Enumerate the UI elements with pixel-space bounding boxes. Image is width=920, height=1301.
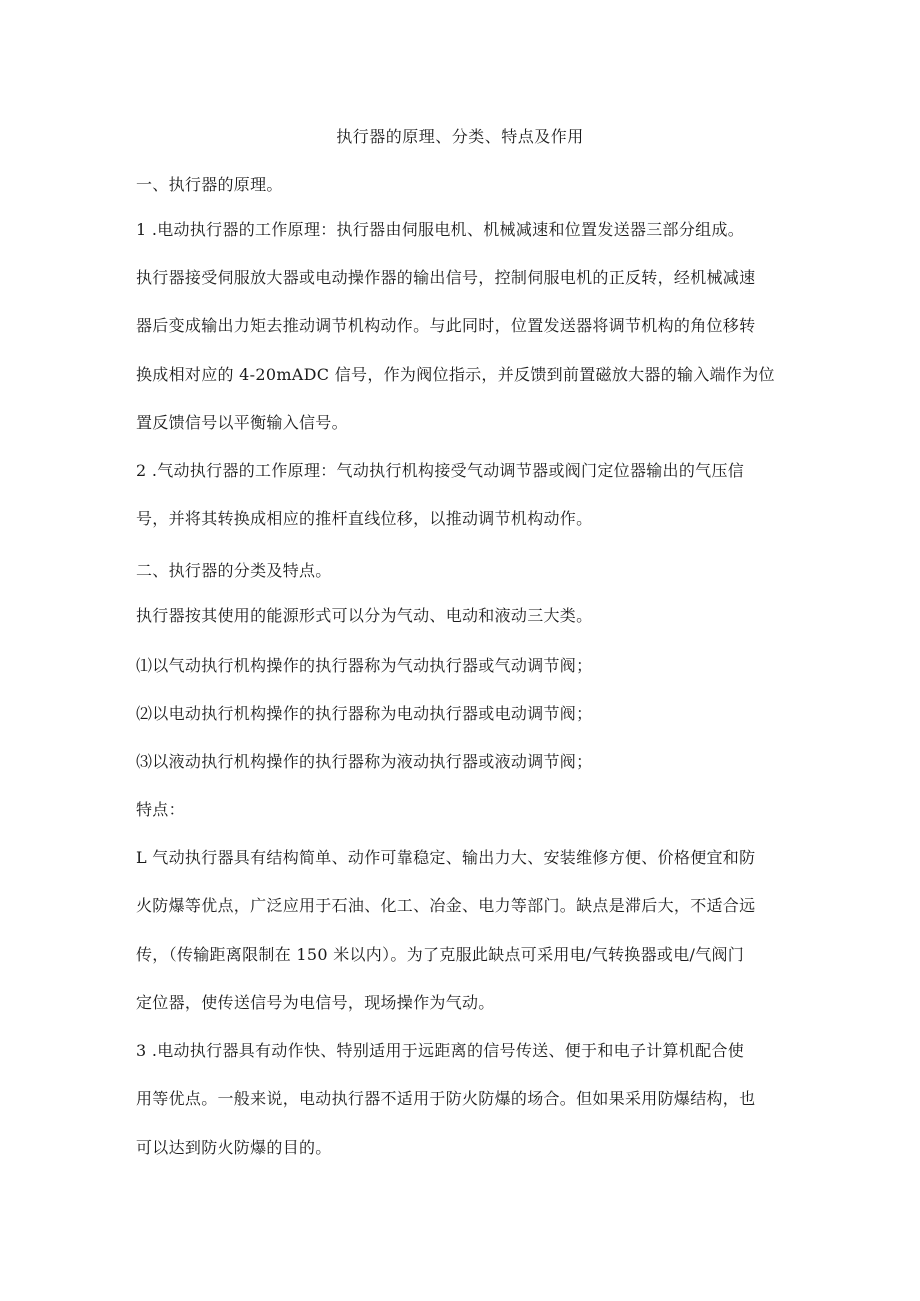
paragraph-line: L 气动执行器具有结构简单、动作可靠稳定、输出力大、安装维修方便、价格便宜和防 — [136, 848, 756, 867]
paragraph-line: 用等优点。一般来说，电动执行器不适用于防火防爆的场合。但如果采用防爆结构，也 — [136, 1089, 756, 1108]
paragraph-line: 换成相对应的 4-20mADC 信号，作为阀位指示，并反馈到前置磁放大器的输入端作为位 — [136, 365, 775, 384]
paragraph-line: 定位器，使传送信号为电信号，现场操作为气动。 — [136, 993, 495, 1012]
paragraph-line: 传，（传输距离限制在 150 米以内）。为了克服此缺点可采用电/气转换器或电/气阀门 — [136, 945, 745, 964]
section-heading-classification: 二、执行器的分类及特点。 — [136, 561, 332, 580]
paragraph-line: 置反馈信号以平衡输入信号。 — [136, 413, 348, 432]
features-heading: 特点： — [136, 800, 185, 819]
paragraph-line: 执行器接受伺服放大器或电动操作器的输出信号，控制伺服电机的正反转，经机械减速 — [136, 268, 756, 287]
paragraph-line: 执行器按其使用的能源形式可以分为气动、电动和液动三大类。 — [136, 606, 593, 625]
paragraph-line: 器后变成输出力矩去推动调节机构动作。与此同时，位置发送器将调节机构的角位移转 — [136, 316, 756, 335]
section-heading-principle: 一、执行器的原理。 — [136, 175, 283, 194]
paragraph-line: 3 .电动执行器具有动作快、特别适用于远距离的信号传送、便于和电子计算机配合使 — [136, 1041, 745, 1060]
document-title: 执行器的原理、分类、特点及作用 — [336, 127, 584, 146]
paragraph-line: 可以达到防火防爆的目的。 — [136, 1138, 332, 1157]
paragraph-line: 1 .电动执行器的工作原理：执行器由伺服电机、机械减速和位置发送器三部分组成。 — [136, 220, 745, 239]
paragraph-line: 火防爆等优点，广泛应用于石油、化工、冶金、电力等部门。缺点是滞后大，不适合远 — [136, 896, 756, 915]
list-item: ⑶以液动执行机构操作的执行器称为液动执行器或液动调节阀； — [136, 752, 593, 771]
list-item: ⑴以气动执行机构操作的执行器称为气动执行器或气动调节阀； — [136, 656, 593, 675]
list-item: ⑵以电动执行机构操作的执行器称为电动执行器或电动调节阀； — [136, 704, 593, 723]
paragraph-line: 号，并将其转换成相应的推杆直线位移，以推动调节机构动作。 — [136, 509, 593, 528]
paragraph-line: 2 .气动执行器的工作原理：气动执行机构接受气动调节器或阀门定位器输出的气压信 — [136, 461, 745, 480]
